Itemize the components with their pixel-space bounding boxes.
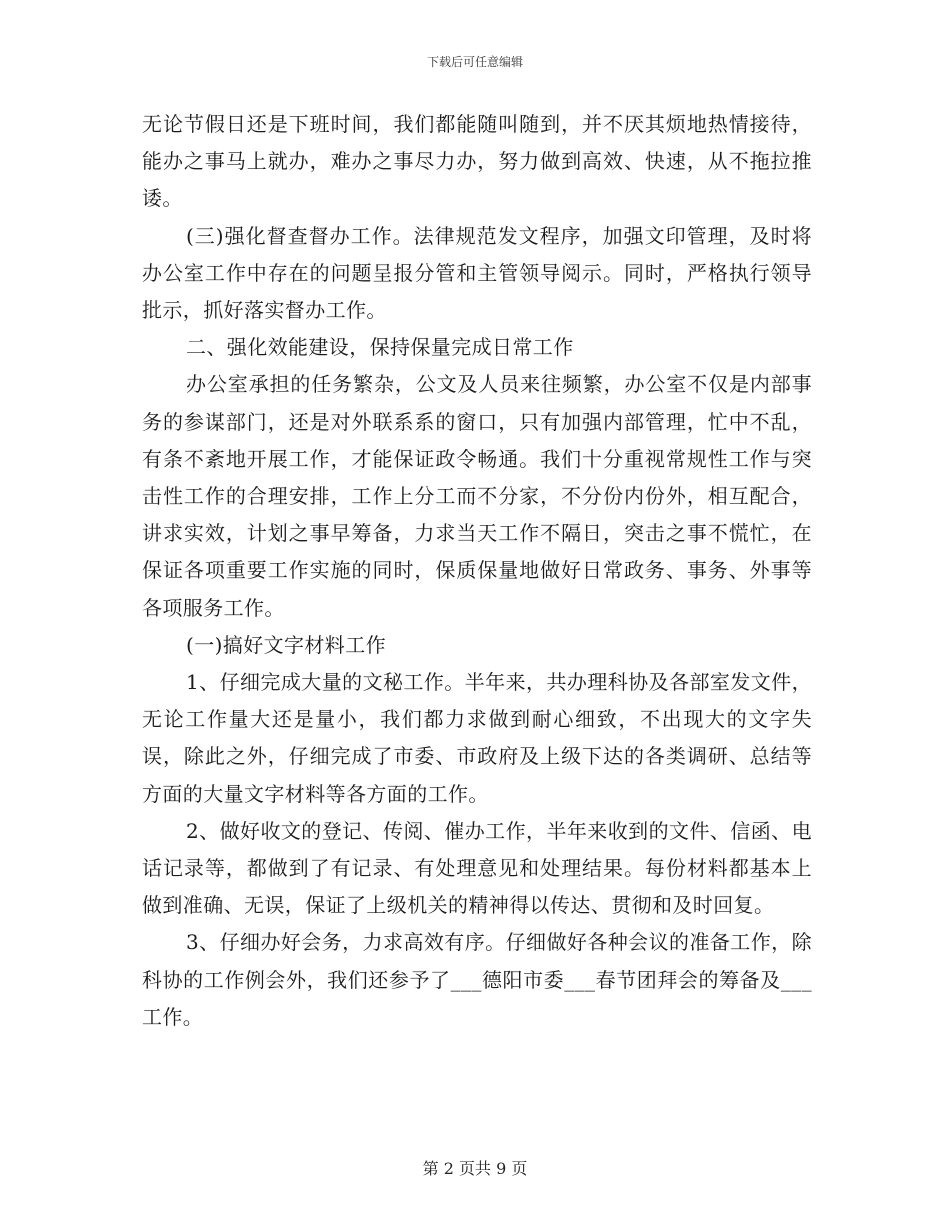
paragraph-6: 3、仔细办好会务，力求高效有序。仔细做好各种会议的准备工作，除科协的工作例会外，我们还参予了___德阳市委___春节团拜会的筹备及___工作。 <box>142 930 812 1029</box>
page-header-note: 下载后可任意编辑 <box>426 55 523 69</box>
paragraph-4: 1、仔细完成大量的文秘工作。半年来，共办理科协及各部室发文件，无论工作量大还是量小，我们都力求做到耐心细致，不出现大的文字失误，除此之外，仔细完成了市委、市政府及上级下达的各类调研、总结等方面的大量文字材料等各方面的工作。 <box>142 670 812 806</box>
page-number: 第 2 页共 9 页 <box>422 1159 528 1178</box>
paragraph-5: 2、做好收文的登记、传阅、催办工作，半年来收到的文件、信函、电话记录等，都做到了有记录、有处理意见和处理结果。每份材料都基本上做到准确、无误，保证了上级机关的精神得以传达、贯彻和及时回复。 <box>142 818 812 918</box>
paragraph-3: 办公室承担的任务繁杂，公文及人员来往频繁，办公室不仅是内部事务的参谋部门，还是对外联系系的窗口，只有加强内部管理，忙中不乱，有条不紊地开展工作，才能保证政令畅通。我们十分重视常规性工作与突击性工作的合理安排，工作上分工而不分家，不分份内份外，相互配合，讲求实效，计划之事早筹备，力求当天工作不隔日，突击之事不慌忙，在保证各项重要工作实施的同时，保质保量地做好日常政务、事务、外事等各项服务工作。 <box>142 372 812 620</box>
subsection-heading-1: (一)搞好文字材料工作 <box>186 632 387 657</box>
document-body <box>142 106 812 1036</box>
paragraph-1: 无论节假日还是下班时间，我们都能随叫随到，并不厌其烦地热情接待，能办之事马上就办，难办之事尽力办，努力做到高效、快速，从不拖拉推诿。 <box>142 112 812 211</box>
section-heading-2: 二、强化效能建设，保持保量完成日常工作 <box>186 335 574 360</box>
paragraph-2: (三)强化督查督办工作。法律规范发文程序，加强文印管理，及时将办公室工作中存在的问题呈报分管和主管领导阅示。同时，严格执行领导批示，抓好落实督办工作。 <box>142 223 812 323</box>
